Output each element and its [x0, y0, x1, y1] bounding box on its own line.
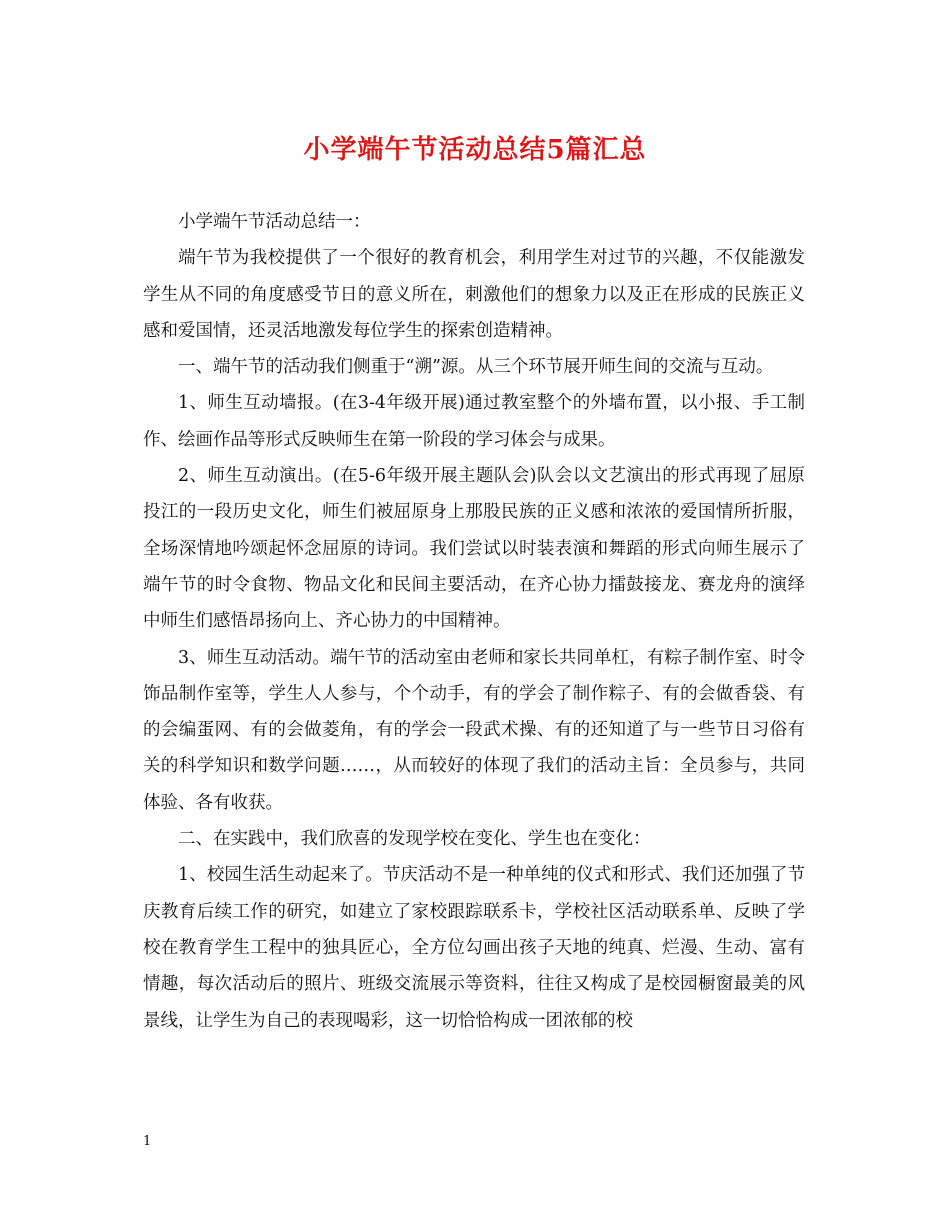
- paragraph-part-two: 二、在实践中，我们欣喜的发现学校在变化、学生也在变化：: [178, 829, 651, 850]
- paragraph-item-activity: 3、师生互动活动。端午节的活动室由老师和家长共同单杠，有粽子制作室、时令饰品制作室等，学生人人参与，个个动手，有的学会了制作粽子、有的会做香袋、有的会编蛋网、有的会做菱角，有的学会一段武术操、有的还知道了与一些节日习俗有关的科学知识和数学问题……，从而较好的体现了我们的活动主旨：全员参与，共同体验、各有收获。: [143, 647, 805, 813]
- paragraph-item-campus-life: 1、校园生活生动起来了。节庆活动不是一种单纯的仪式和形式、我们还加强了节庆教育后续工作的研究，如建立了家校跟踪联系卡，学校社区活动联系单、反映了学校在教育学生工程中的独具匠心，全方位勾画出孩子天地的纯真、烂漫、生动、富有情趣，每次活动后的照片、班级交流展示等资料，往往又构成了是校园橱窗最美的风景线，让学生为自己的表现喝彩，这一切恰恰构成一团浓郁的校: [143, 865, 805, 1031]
- paragraph-section-heading: 小学端午节活动总结一：: [178, 212, 371, 232]
- page-number: 1: [143, 1134, 152, 1149]
- paragraph-item-performance: 2、师生互动演出。(在5-6年级开展主题队会)队会以文艺演出的形式再现了屈原投江的一段历史文化，师生们被屈原身上那股民族的正义感和浓浓的爱国情所折服，全场深情地吟颂起怀念屈原的诗词。我们尝试以时装表演和舞蹈的形式向师生展示了端午节的时令食物、物品文化和民间主要活动，在齐心协力擂鼓接龙、赛龙舟的演绎中师生们感悟昂扬向上、齐心协力的中国精神。: [143, 466, 805, 632]
- paragraph-intro: 端午节为我校提供了一个很好的教育机会，利用学生对过节的兴趣，不仅能激发学生从不同的角度感受节日的意义所在，刺激他们的想象力以及正在形成的民族正义感和爱国情，还灵活地激发每位学生的探索创造精神。: [143, 248, 805, 341]
- document-body: [143, 204, 805, 1039]
- document-title: 小学端午节活动总结5篇汇总: [303, 135, 647, 165]
- paragraph-part-one: 一、端午节的活动我们侧重于“溯”源。从三个环节展开师生间的交流与互动。: [178, 357, 774, 378]
- paragraph-item-wall-report: 1、师生互动墙报。(在3-4年级开展)通过教室整个的外墙布置，以小报、手工制作、绘画作品等形式反映师生在第一阶段的学习体会与成果。: [143, 393, 805, 450]
